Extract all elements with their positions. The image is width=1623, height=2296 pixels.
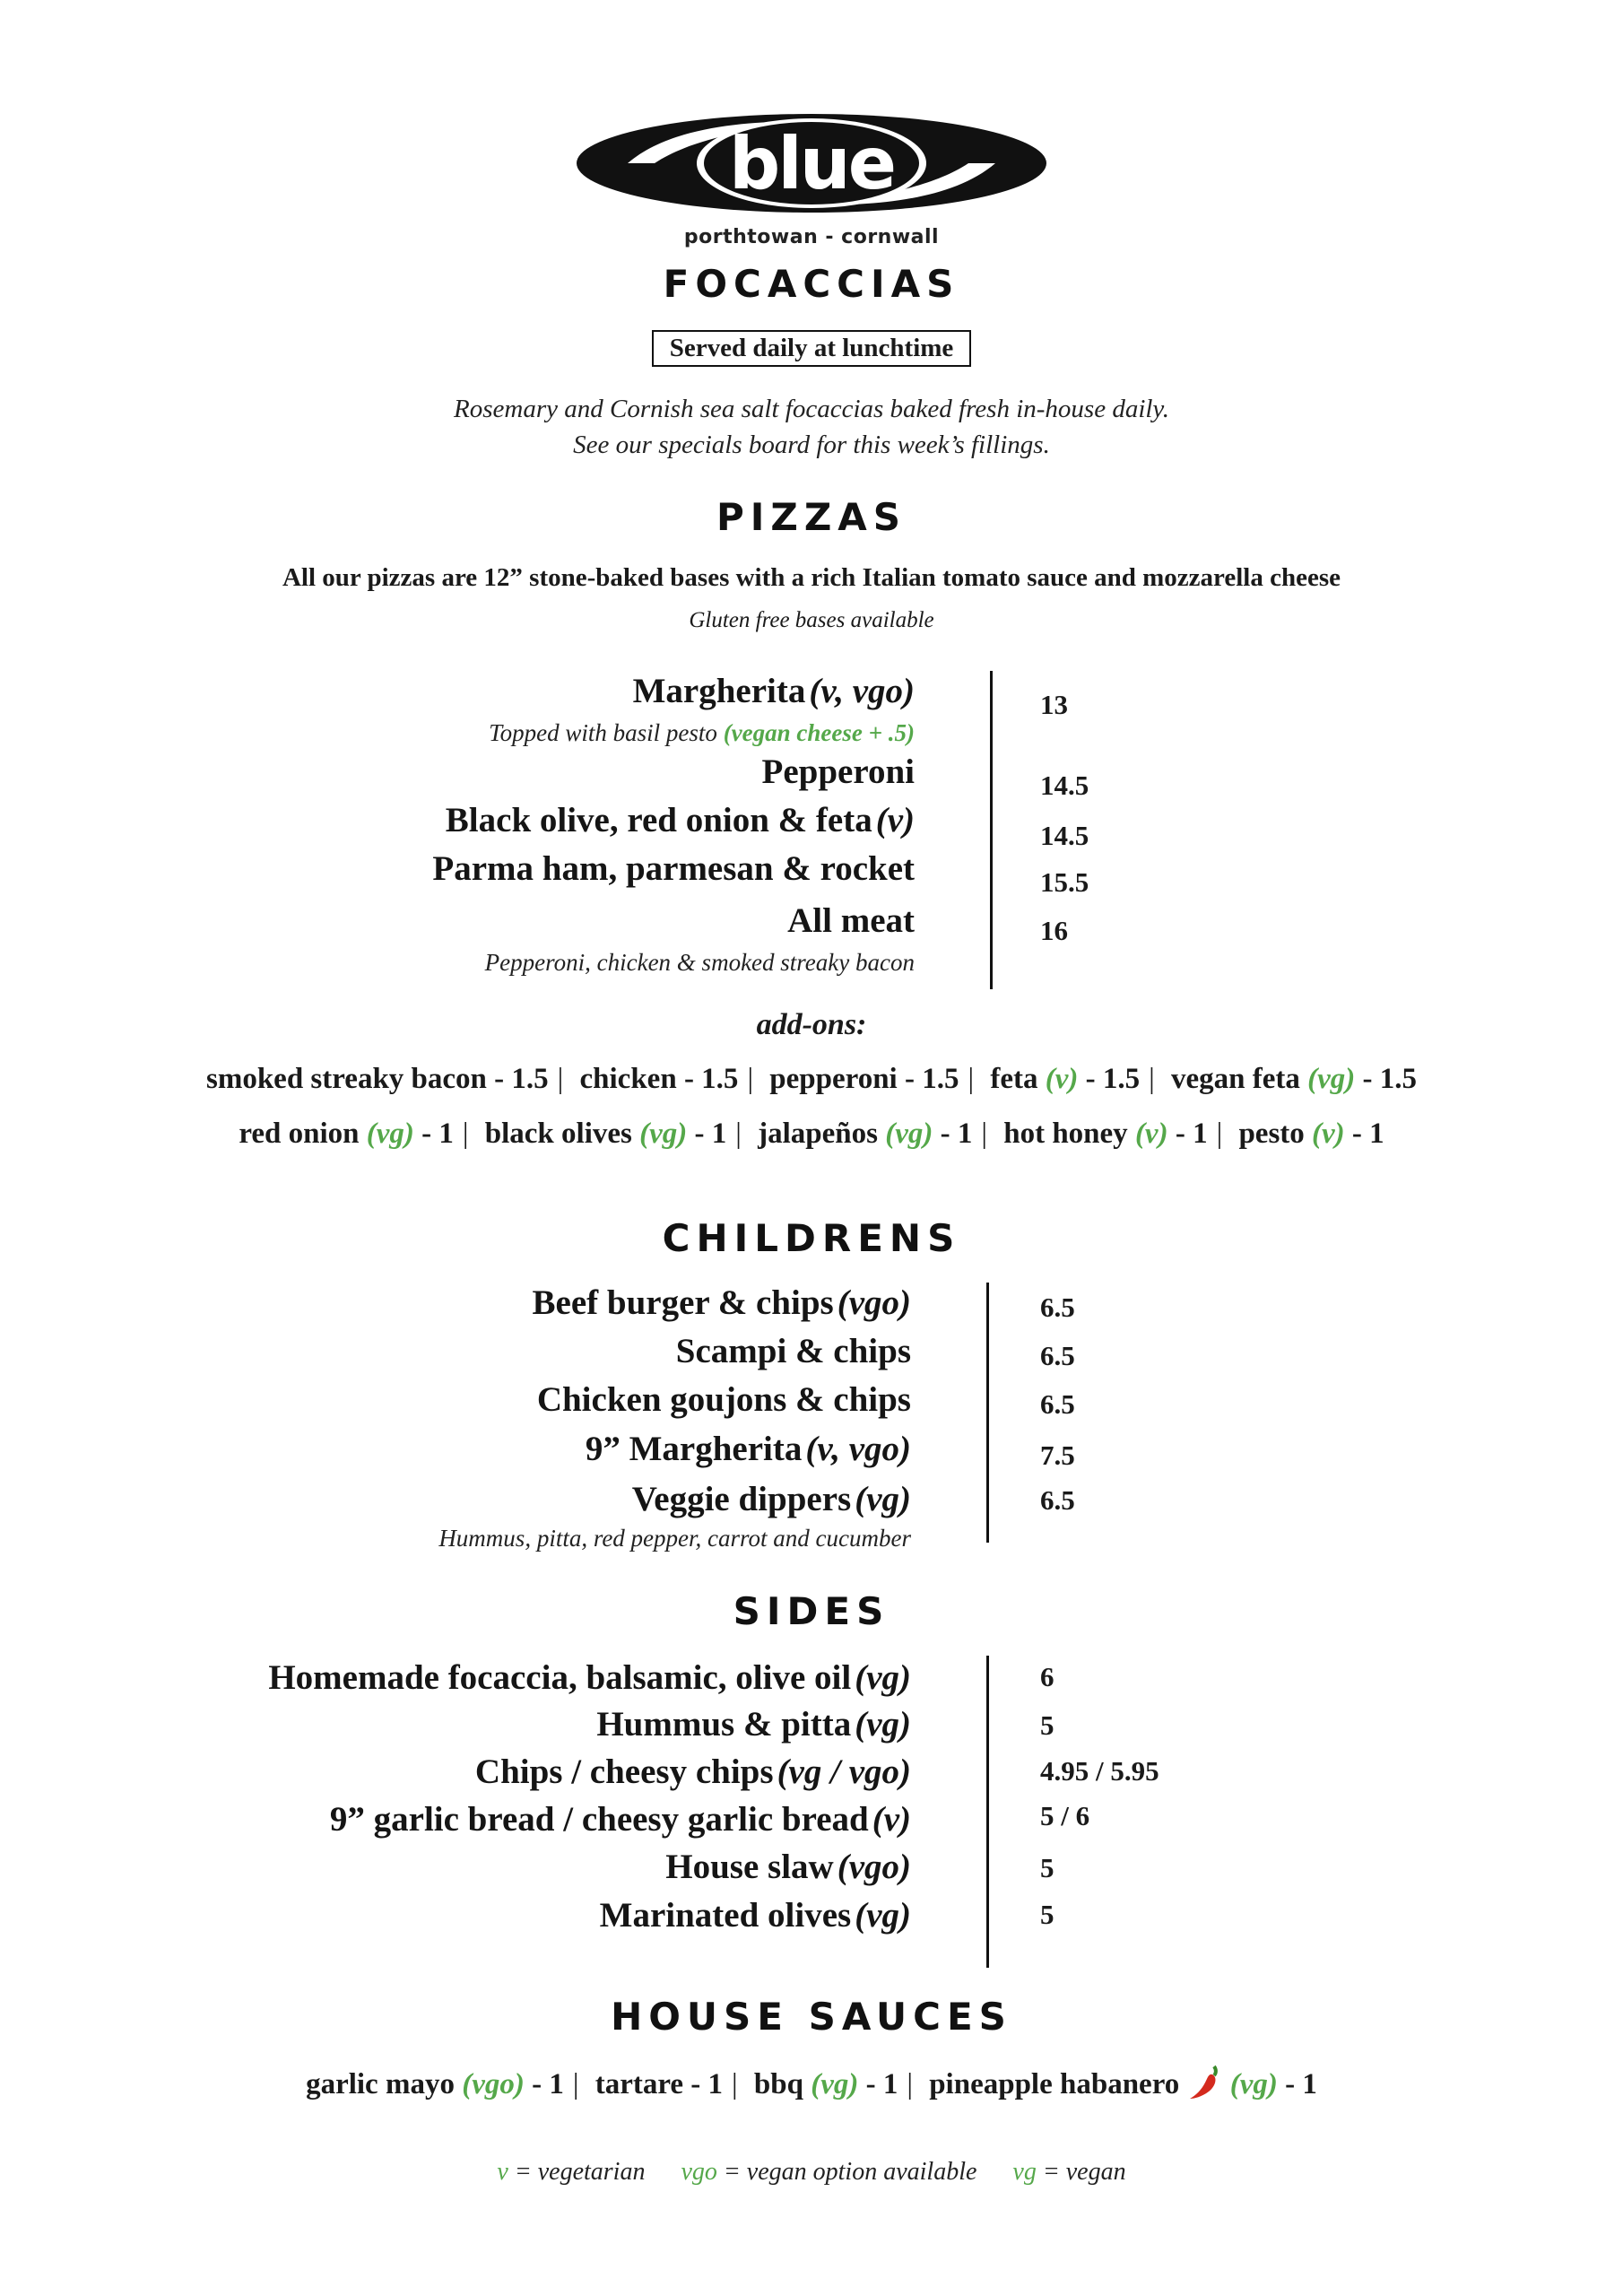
childrens-divider [986, 1283, 989, 1543]
menu-item-price: 5 [1040, 1852, 1055, 1883]
menu-item: Margherita (v, vgo) [632, 672, 915, 710]
menu-item: Hummus & pitta (vg) [596, 1705, 911, 1744]
childrens-heading: CHILDRENS [662, 1216, 961, 1260]
logo-word: blue [729, 122, 894, 205]
menu-item: Veggie dippers (vg) [631, 1480, 911, 1518]
childrens-menu [0, 1278, 1623, 1556]
menu-item-price: 4.95 / 5.95 [1040, 1755, 1159, 1787]
menu-item-price: 14.5 [1040, 820, 1089, 851]
menu-item-price: 5 [1040, 1899, 1055, 1930]
menu-item: Parma ham, parmesan & rocket [432, 849, 915, 888]
sides-menu [0, 1650, 1623, 1973]
menu-item-desc: Pepperoni, chicken & smoked streaky bacon [484, 949, 915, 976]
menu-item-price: 16 [1040, 915, 1068, 946]
logo-subtitle: porthtowan - cornwall [683, 226, 940, 248]
focaccias-desc-2: See our specials board for this week’s fillings. [573, 430, 1050, 459]
menu-item-price: 7.5 [1040, 1439, 1075, 1471]
addons-title: add-ons: [756, 1008, 867, 1041]
menu-item: 9” Margherita (v, vgo) [585, 1430, 911, 1468]
dietary-legend: v = vegetarian vgo = vegan option available vg = vegan [497, 2158, 1126, 2186]
menu-item-price: 6.5 [1040, 1340, 1075, 1371]
focaccias-desc-1: Rosemary and Cornish sea salt focaccias baked fresh in-house daily. [454, 395, 1169, 423]
menu-item: Homemade focaccia, balsamic, olive oil (vg) [268, 1658, 911, 1697]
pizzas-heading: PIZZAS [716, 495, 907, 539]
menu-item-price: 15.5 [1040, 866, 1089, 898]
menu-item: Scampi & chips [675, 1332, 911, 1370]
sauces-row: garlic mayo (vgo) - 1 | tartare - 1 | bbq (vg) - 1 | pineapple habanero (vg) - 1 [0, 2063, 1623, 2110]
menu-item-desc: Topped with basil pesto (vegan cheese + .5) [489, 719, 915, 746]
pizza-menu [0, 664, 1623, 996]
addons-row-2: red onion (vg) - 1 | black olives (vg) - 1 | jalapeños (vg) - 1 | hot honey (v) - 1 | pesto (v) - 1 [239, 1118, 1384, 1150]
menu-item: Marinated olives (vg) [599, 1896, 911, 1935]
menu-item-price: 5 [1040, 1709, 1055, 1741]
menu-item-price: 13 [1040, 689, 1068, 720]
focaccias-heading: FOCACCIAS [663, 262, 960, 306]
menu-item: 9” garlic bread / cheesy garlic bread (v) [329, 1800, 911, 1839]
chili-pepper-icon [1187, 2063, 1223, 2110]
menu-item-price: 6 [1040, 1661, 1055, 1692]
blue-logo [0, 112, 1623, 215]
menu-item: Chicken goujons & chips [536, 1380, 911, 1419]
pizzas-intro: All our pizzas are 12” stone-baked bases with a rich Italian tomato sauce and mozzarella cheese [282, 563, 1341, 592]
menu-item-price: 14.5 [1040, 770, 1089, 801]
menu-item: Chips / cheesy chips (vg / vgo) [474, 1752, 911, 1791]
sides-heading: SIDES [733, 1589, 890, 1633]
menu-item-price: 6.5 [1040, 1484, 1075, 1516]
menu-item: Beef burger & chips (vgo) [532, 1283, 911, 1322]
menu-item: Black olive, red onion & feta (v) [445, 801, 915, 839]
menu-item-price: 6.5 [1040, 1292, 1075, 1323]
menu-item-price: 6.5 [1040, 1388, 1075, 1420]
menu-item: All meat [787, 901, 915, 940]
addons-row-1: smoked streaky bacon - 1.5 | chicken - 1.5 | pepperoni - 1.5 | feta (v) - 1.5 | vegan feta (vg) - 1.5 [205, 1063, 1418, 1095]
sides-divider [986, 1656, 989, 1968]
pizza-divider [990, 671, 993, 989]
menu-item: House slaw (vgo) [665, 1848, 911, 1886]
gluten-free-note: Gluten free bases available [689, 608, 934, 632]
menu-item: Pepperoni [761, 752, 915, 791]
house-sauces-heading: HOUSE SAUCES [611, 1995, 1012, 2039]
menu-item-price: 5 / 6 [1040, 1800, 1090, 1831]
served-daily-box: Served daily at lunchtime [652, 330, 972, 367]
menu-item-desc: Hummus, pitta, red pepper, carrot and cucumber [438, 1525, 911, 1552]
